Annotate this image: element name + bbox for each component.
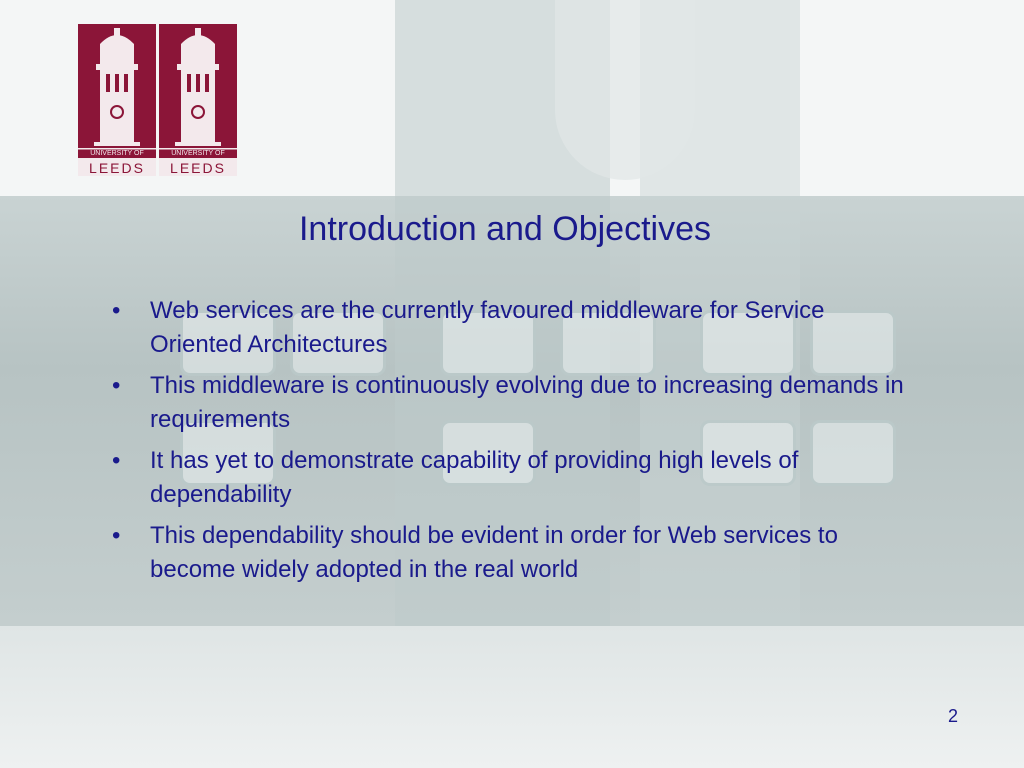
- bullet-symbol: •: [112, 447, 121, 474]
- slide-title: Introduction and Objectives: [298, 210, 712, 248]
- bullet-item: [112, 519, 912, 587]
- bullet-text: This middleware is continuously evolving due to increasing demands in requirements: [150, 372, 904, 433]
- page-number: 2: [948, 706, 959, 726]
- logo-panel-left: [78, 24, 156, 176]
- bullet-text: This dependability should be evident in order for Web services to become widely adopted in the real world: [150, 522, 838, 583]
- svg-text:LEEDS: LEEDS: [89, 160, 145, 176]
- bullet-symbol: •: [112, 522, 121, 549]
- bullet-symbol: •: [112, 297, 121, 324]
- bullet-symbol: •: [112, 372, 121, 399]
- bullet-item: [112, 444, 912, 512]
- bullet-list: [112, 294, 912, 594]
- svg-text:UNIVERSITY OF: UNIVERSITY OF: [171, 150, 225, 157]
- logo-panel-right: [159, 24, 237, 176]
- university-of-leeds-logo: [78, 24, 237, 176]
- background-lower: [0, 626, 1024, 768]
- bullet-item: [112, 369, 912, 437]
- bullet-text: Web services are the currently favoured middleware for Service Oriented Architectures: [150, 297, 825, 358]
- background-arch: [555, 0, 695, 180]
- bullet-item: [112, 294, 912, 362]
- bullet-text: It has yet to demonstrate capability of providing high levels of dependability: [150, 447, 799, 508]
- svg-text:UNIVERSITY OF: UNIVERSITY OF: [90, 150, 144, 157]
- svg-text:LEEDS: LEEDS: [170, 160, 226, 176]
